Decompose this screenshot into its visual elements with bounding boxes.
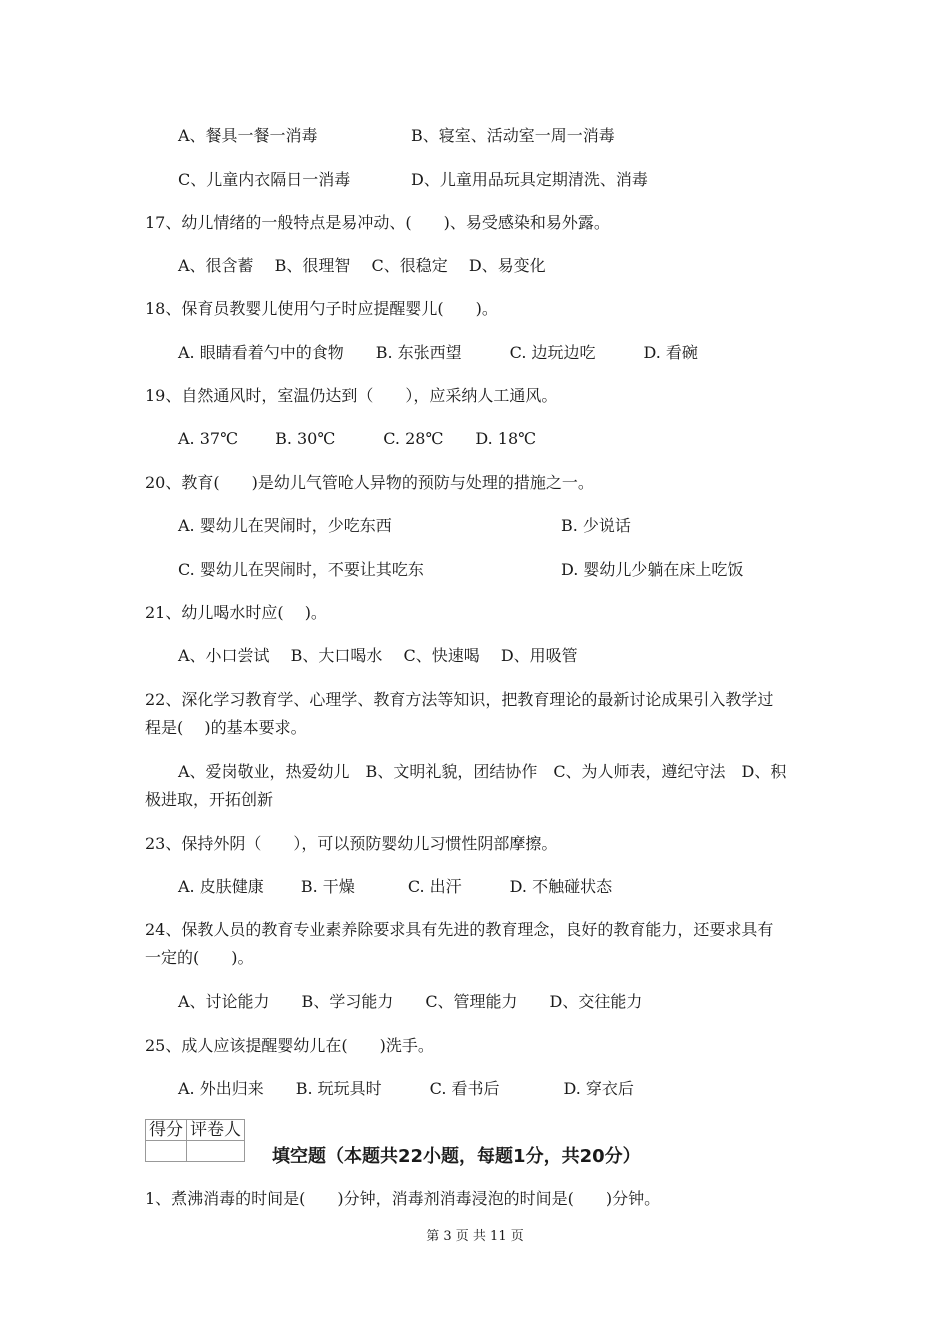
question-22-options-cont: 极进取，开拓创新: [145, 790, 274, 809]
page-footer: 第 3 页 共 11 页: [426, 1229, 524, 1244]
question-24: 24、保教人员的教育专业素养除要求具有先进的教育理念，良好的教育能力，还要求具有: [145, 920, 774, 939]
fill-question-1: 1、煮沸消毒的时间是( )分钟，消毒剂消毒浸泡的时间是( )分钟。: [145, 1189, 661, 1208]
question-19: 19、自然通风时，室温仍达到（ ），应采纳人工通风。: [145, 386, 558, 405]
question-17-options: A、很含蓄 B、很理智 C、很稳定 D、易变化: [178, 256, 546, 275]
question-20-option-d: D. 婴幼儿少躺在床上吃饭: [561, 560, 744, 579]
question-20-option-c: C. 婴幼儿在哭闹时，不要让其吃东: [178, 560, 424, 579]
question-23-options: A. 皮肤健康 B. 干燥 C. 出汗 D. 不触碰状态: [178, 877, 613, 896]
question-17: 17、幼儿情绪的一般特点是易冲动、( )、易受感染和易外露。: [145, 213, 610, 232]
question-22: 22、深化学习教育学、心理学、教育方法等知识，把教育理论的最新讨论成果引入教学过: [145, 690, 774, 709]
question-23: 23、保持外阴（ ），可以预防婴幼儿习惯性阴部摩擦。: [145, 834, 558, 853]
question-19-options: A. 37℃ B. 30℃ C. 28℃ D. 18℃: [178, 429, 537, 448]
score-header: 得分: [146, 1120, 187, 1141]
option-d: D、儿童用品玩具定期清洗、消毒: [411, 170, 648, 189]
question-24-options: A、讨论能力 B、学习能力 C、管理能力 D、交往能力: [178, 992, 643, 1011]
section-title: 填空题（本题共22小题，每题1分，共20分）: [272, 1146, 641, 1167]
grader-cell: [187, 1141, 245, 1162]
score-table: [145, 1119, 245, 1162]
question-25-options: A. 外出归来 B. 玩玩具时 C. 看书后 D. 穿衣后: [178, 1079, 634, 1098]
question-18: 18、保育员教婴儿使用勺子时应提醒婴儿( )。: [145, 299, 498, 318]
question-21-options: A、小口尝试 B、大口喝水 C、快速喝 D、用吸管: [178, 646, 578, 665]
question-20-option-a: A. 婴幼儿在哭闹时，少吃东西: [178, 516, 392, 535]
option-c: C、儿童内衣隔日一消毒: [178, 170, 351, 189]
question-25: 25、成人应该提醒婴幼儿在( )洗手。: [145, 1036, 434, 1055]
question-21: 21、幼儿喝水时应( )。: [145, 603, 327, 622]
question-20: 20、教育( )是幼儿气管呛人异物的预防与处理的措施之一。: [145, 473, 594, 492]
question-20-option-b: B. 少说话: [561, 516, 631, 535]
question-18-options: A. 眼睛看着勺中的食物 B. 东张西望 C. 边玩边吃 D. 看碗: [178, 343, 698, 362]
question-24-cont: 一定的( )。: [145, 948, 254, 967]
question-22-options: A、爱岗敬业，热爱幼儿 B、文明礼貌，团结协作 C、为人师表，遵纪守法 D、积: [178, 762, 787, 781]
question-22-cont: 程是( )的基本要求。: [145, 718, 307, 737]
score-cell: [146, 1141, 187, 1162]
option-a: A、餐具一餐一消毒: [178, 126, 318, 145]
option-b: B、寝室、活动室一周一消毒: [411, 126, 615, 145]
grader-header: 评卷人: [187, 1120, 245, 1141]
